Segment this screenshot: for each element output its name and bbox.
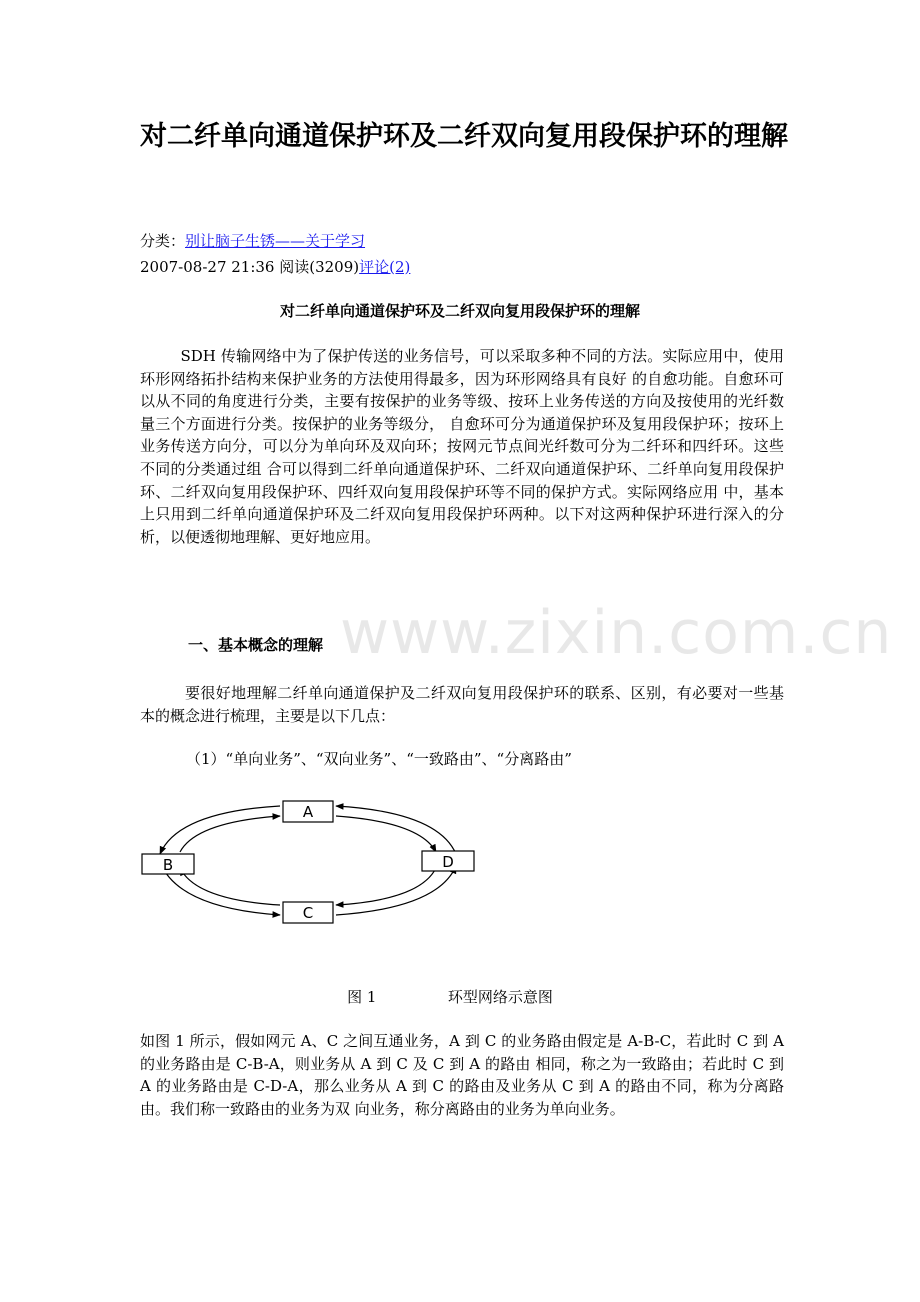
node-c-label: C (302, 904, 314, 922)
node-b-label: B (162, 856, 174, 874)
post-info-line (140, 256, 410, 278)
page-title: 对二纤单向通道保护环及二纤双向复用段保护环的理解 (140, 121, 788, 152)
node-c (283, 902, 333, 923)
inner-ring (180, 816, 436, 905)
section-heading: 一、基本概念的理解 (188, 636, 324, 654)
explanation-paragraph: 如图 1 所示，假如网元 A、C 之间互通业务，A 到 C 的业务路由假定是 A-B-C，若此时 C 到 A 的业务路由是 C-B-A，则业务从 A 到 C 及 C 到 A 的路由 相同，称之为一致路由；若此时 C 到 A 的业务路由是 C-D-A，那么业务从 A 到 C 的路由及业务从 C 到 A 的路由不同，称为分离路由。我们称一致路由的业务为双 向业务，称分离路由的业务为单向业务。 (140, 1032, 784, 1118)
comments-link[interactable]: 评论(2) (359, 258, 411, 276)
node-a (283, 801, 333, 822)
concept-paragraph: 要很好地理解二纤单向通道保护及二纤双向复用段保护环的联系、区别，有必要对一些基本的概念进行梳理，主要是以下几点： (140, 684, 784, 725)
node-b (142, 854, 194, 874)
figure-caption: 图 1 环型网络示意图 (347, 988, 553, 1006)
watermark: www.zixin.com.cn (340, 598, 893, 668)
category-label: 分类： (140, 232, 186, 250)
node-d-label: D (442, 853, 454, 871)
node-a-label: A (302, 803, 314, 821)
ring-network-diagram (138, 792, 478, 932)
node-d (422, 851, 474, 871)
point-1: （1）“单向业务”、“双向业务”、“一致路由”、“分离路由” (186, 750, 572, 768)
category-link[interactable]: 别让脑子生锈——关于学习 (185, 232, 366, 250)
intro-paragraph: SDH 传输网络中为了保护传送的业务信号，可以采取多种不同的方法。实际应用中，使用环形网络拓扑结构来保护业务的方法使用得最多，因为环形网络具有良好 的自愈功能。自愈环可以从不同的角度进行分类，主要有按保护的业务等级、按环上业务传送的方向及按使用的光纤数量三个方面进行分类。按保护的业务等级分， 自愈环可分为通道保护环及复用段保护环；按环上业务传送方向分，可以分为单向环及双向环；按网元节点间光纤数可分为二纤环和四纤环。这些不同的分类通过组 合可以得到二纤单向通道保护环、二纤双向通道保护环、二纤单向复用段保护环、二纤双向复用段保护环、四纤双向复用段保护环等不同的保护方式。实际网络应用 中，基本上只用到二纤单向通道保护环及二纤双向复用段保护环两种。以下对这两种保护环进行深入的分析，以便透彻地理解、更好地应用。 (140, 347, 784, 546)
category-line (140, 230, 365, 252)
date-reads: 2007-08-27 21:36 阅读(3209) (140, 258, 360, 276)
article-subtitle: 对二纤单向通道保护环及二纤双向复用段保护环的理解 (279, 302, 640, 320)
